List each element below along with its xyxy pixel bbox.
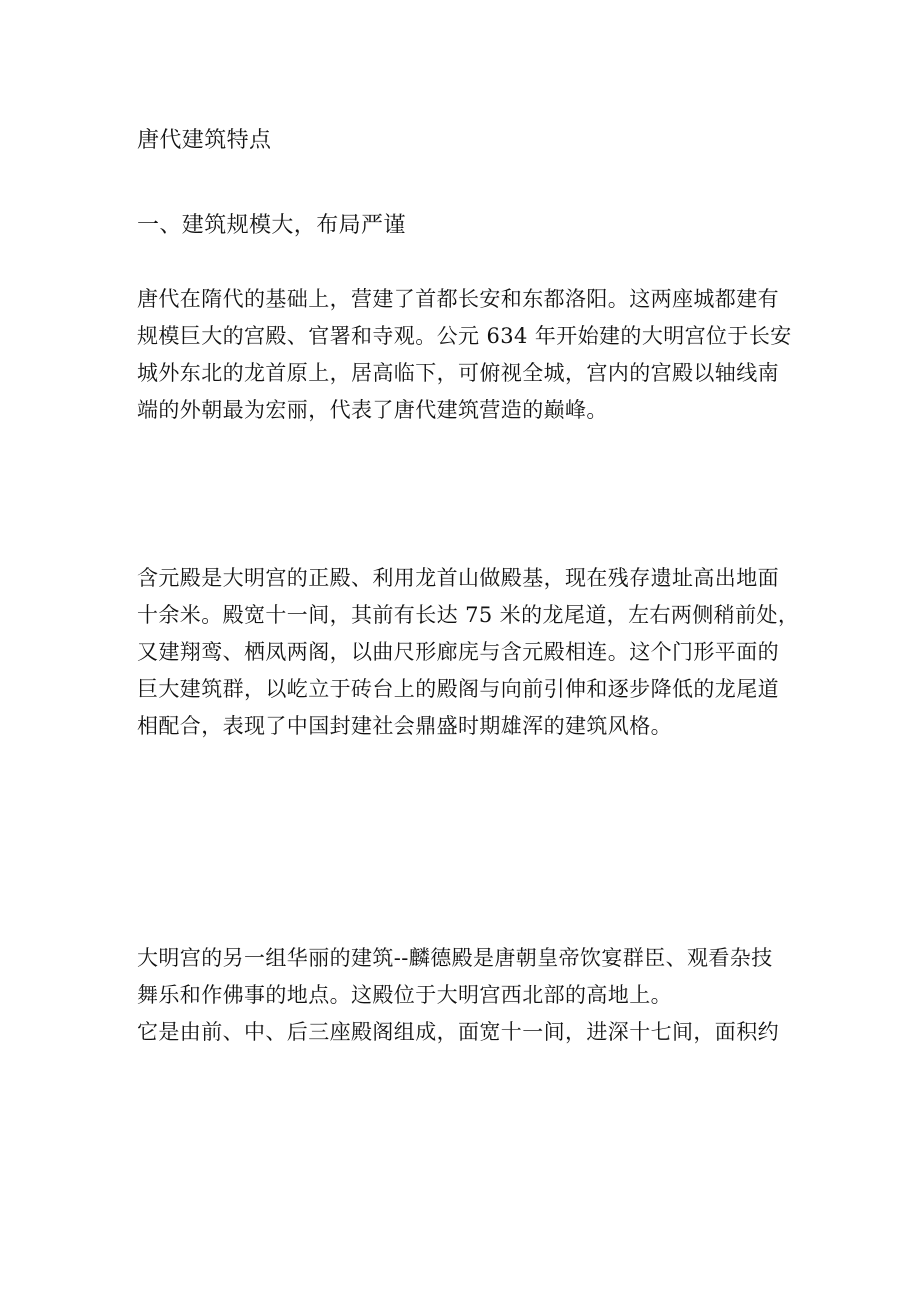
paragraph-line: 城外东北的龙首原上，居高临下，可俯视全城，宫内的宫殿以轴线南	[137, 361, 779, 385]
paragraph-line: 又建翔鸾、栖凤两阁，以曲尺形廊庑与含元殿相连。这个门形平面的	[137, 640, 779, 664]
section-heading: 一、建筑规模大，布局严谨	[137, 213, 406, 238]
paragraph-line: 巨大建筑群，以屹立于砖台上的殿阁与向前引伸和逐步降低的龙尾道	[137, 677, 779, 701]
paragraph-line: 规模巨大的宫殿、官署和寺观。公元 634 年开始建的大明宫位于长安	[137, 324, 792, 348]
paragraph-1	[137, 281, 792, 429]
paragraph-2	[137, 560, 799, 745]
paragraph-3	[137, 940, 779, 1051]
paragraph-line: 相配合，表现了中国封建社会鼎盛时期雄浑的建筑风格。	[137, 714, 672, 738]
document-title: 唐代建筑特点	[137, 128, 272, 153]
paragraph-line: 舞乐和作佛事的地点。这殿位于大明宫西北部的高地上。	[137, 983, 672, 1007]
paragraph-line: 唐代在隋代的基础上，营建了首都长安和东都洛阳。这两座城都建有	[137, 287, 779, 311]
paragraph-line: 端的外朝最为宏丽，代表了唐代建筑营造的巅峰。	[137, 398, 608, 422]
paragraph-line: 十余米。殿宽十一间，其前有长达 75 米的龙尾道，左右两侧稍前处，	[137, 603, 800, 627]
paragraph-line: 大明宫的另一组华丽的建筑--麟德殿是唐朝皇帝饮宴群臣、观看杂技	[137, 946, 773, 970]
paragraph-line: 含元殿是大明宫的正殿、利用龙首山做殿基，现在残存遗址高出地面	[137, 566, 779, 590]
paragraph-line: 它是由前、中、后三座殿阁组成，面宽十一间，进深十七间，面积约	[137, 1020, 779, 1044]
